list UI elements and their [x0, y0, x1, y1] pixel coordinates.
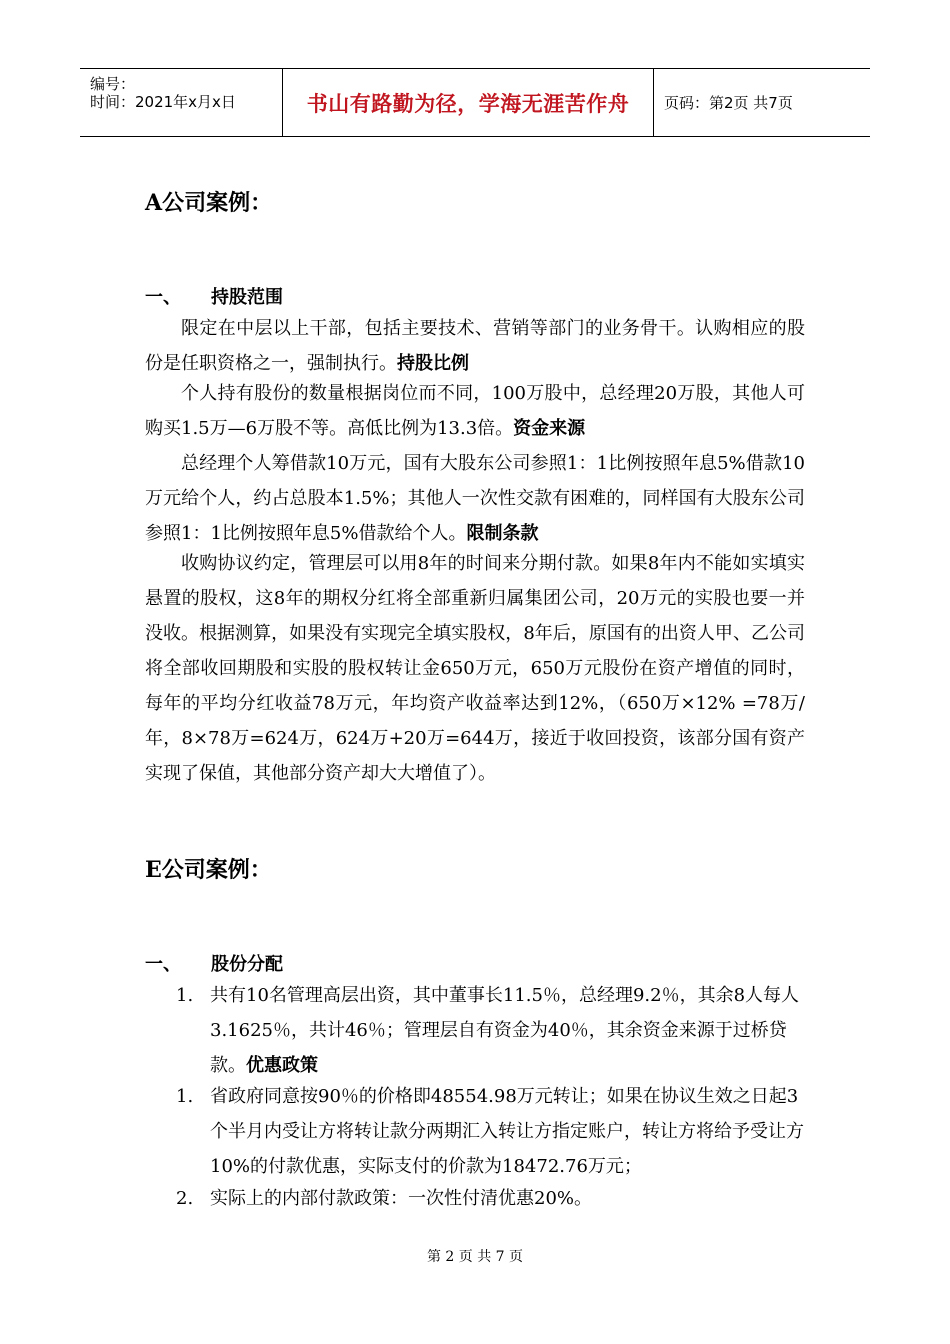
case-a-section-heading [145, 283, 283, 309]
paragraph-text: 总经理个人筹借款10万元，国有大股东公司参照1：1比例按照年息5%借款10万元给个人，约占总股本1.5%；其他人一次性交款有困难的，同样国有大股东公司参照1：1比例按照年息5%借款给个人。 [145, 453, 805, 544]
inline-heading: 限制条款 [466, 523, 539, 544]
page-footer: 第 2 页 共 7 页 [426, 1249, 524, 1265]
header-meta [80, 69, 283, 136]
paragraph-text: 个人持有股份的数量根据岗位而不同，100万股中，总经理20万股，其他人可购买1.5万—6万股不等。高低比例为13.3倍。 [145, 383, 805, 439]
section-title: 股份分配 [211, 954, 283, 975]
list-item [176, 1079, 805, 1184]
case-a-paragraph-2 [145, 376, 805, 446]
list-item-number: 1. [176, 1086, 194, 1107]
list-item-text: 省政府同意按90％的价格即48554.98万元转让；如果在协议生效之日起3个半月内受让方将转让款分两期汇入转让方指定账户，转让方将给予受让方10%的付款优惠，实际支付的价款为18472.76万元； [210, 1086, 804, 1177]
number-label: 编号： [90, 75, 136, 93]
case-a-paragraph-4: 收购协议约定，管理层可以用8年的时间来分期付款。如果8年内不能如实填实悬置的股权，这8年的期权分红将全部重新归属集团公司，20万元的实股也要一并没收。根据测算，如果没有实现完全填实股权，8年后，原国有的出资人甲、乙公司将全部收回期股和实股的股权转让金650万元，650万元股份在资产增值的同时，每年的平均分红收益78万元，年均资产收益率达到12%，（650万×12% =78万/年，8×78万=624万，624万+20万=644万，接近于收回投资，该部分国有资产实现了保值，其他部分资产却大大增值了）。 [145, 553, 805, 784]
section-number: 一、 [145, 954, 181, 975]
list-item-number: 1. [176, 985, 194, 1006]
case-a-paragraph-1 [145, 311, 805, 381]
list-item [176, 1181, 805, 1216]
page-header [80, 68, 870, 137]
paragraph-text: 限定在中层以上干部，包括主要技术、营销等部门的业务骨干。认购相应的股份是任职资格之一，强制执行。 [145, 318, 805, 374]
header-page-label: 页码：第2页 共7页 [664, 94, 793, 112]
case-e-section-heading [145, 950, 283, 976]
inline-heading: 持股比例 [397, 353, 469, 374]
inline-heading: 资金来源 [513, 418, 586, 439]
list-item-text: 实际上的内部付款政策：一次性付清优惠20%。 [210, 1188, 593, 1209]
inline-heading: 优惠政策 [246, 1055, 318, 1076]
case-a-paragraph-3 [145, 446, 805, 551]
header-motto: 书山有路勤为径，学海无涯苦作舟 [283, 69, 654, 136]
list-item-number: 2. [176, 1188, 194, 1209]
case-a-title: A公司案例： [145, 190, 273, 216]
list-item [176, 978, 805, 1083]
section-title: 持股范围 [211, 287, 283, 308]
time-label: 时间：2021年x月x日 [90, 93, 236, 111]
list-item-text: 共有10名管理高层出资，其中董事长11.5％，总经理9.2％，其余8人每人3.1625％，共计46％；管理层自有资金为40％，其余资金来源于过桥贷款。 [210, 985, 800, 1076]
section-number: 一、 [145, 287, 181, 308]
case-e-title: E公司案例： [145, 857, 272, 883]
